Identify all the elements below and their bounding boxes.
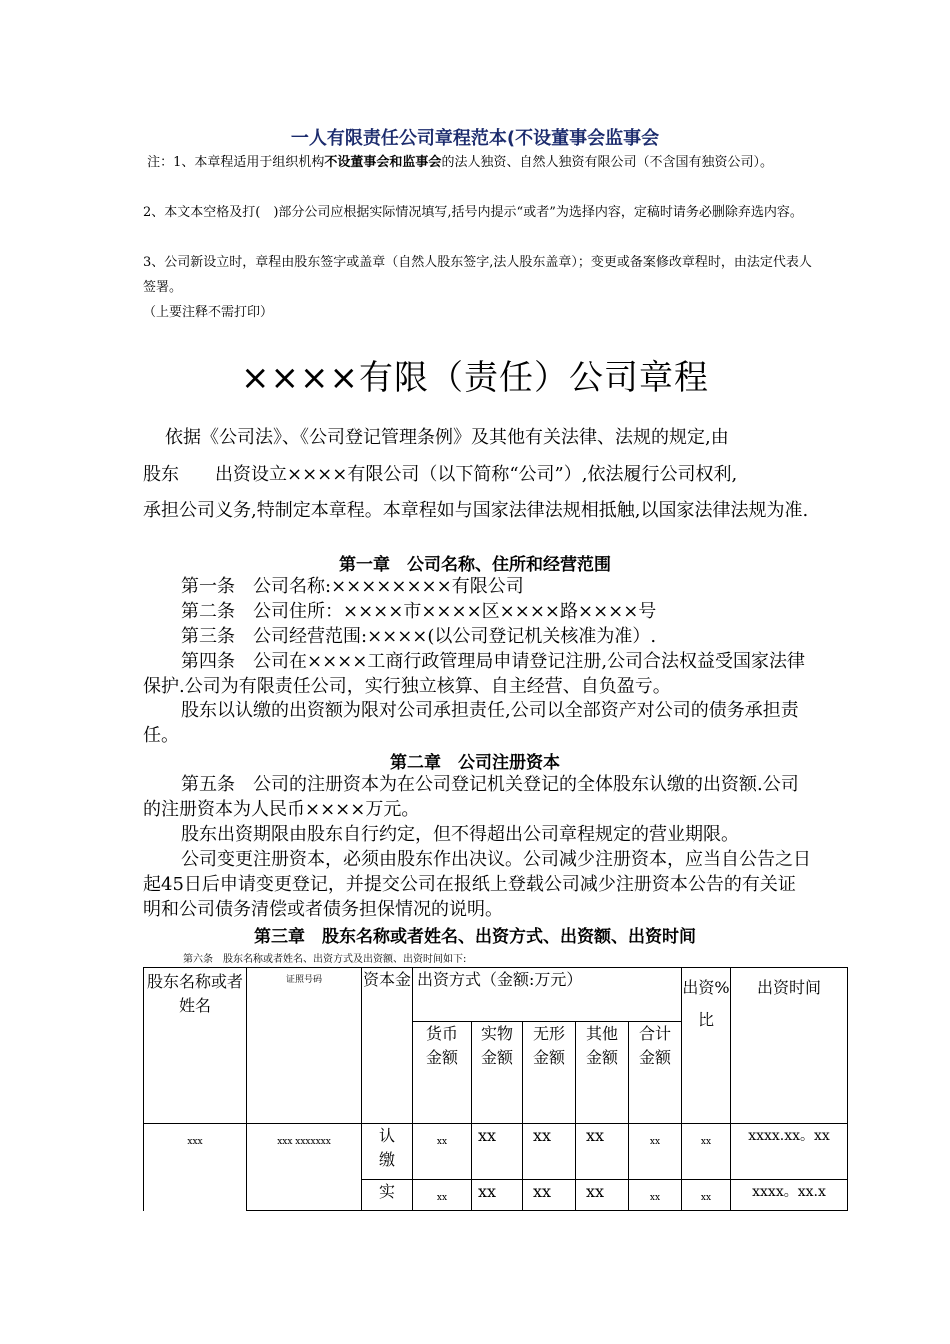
header-ratio: 出资%比 xyxy=(682,968,731,1124)
paid-label: 实 xyxy=(362,1180,413,1211)
header-contribution-method: 出资方式（金额:万元） xyxy=(413,968,682,1022)
header-other: 其他金额 xyxy=(576,1022,629,1124)
article-1: 第一条 公司名称:××××××××有限公司 xyxy=(181,576,524,597)
intangible-cell: xx xyxy=(523,1180,576,1211)
currency-cell: xx xyxy=(413,1180,472,1211)
chapter-1-title: 第一章 公司名称、住所和经营范围 xyxy=(339,555,611,575)
header-intangible: 无形金额 xyxy=(523,1022,576,1124)
article-2: 第二条 公司住所：××××市××××区××××路××××号 xyxy=(181,601,657,622)
ratio-cell: xx xyxy=(682,1180,731,1211)
article-3: 第三条 公司经营范围:××××(以公司登记机关核准为准）. xyxy=(181,626,657,647)
article-6: 第六条 股东名称或者姓名、出资方式及出资额、出资时间如下: xyxy=(183,954,467,965)
intangible-cell: xx xyxy=(523,1124,576,1180)
header-capital: 资本金 xyxy=(362,968,413,1124)
chapter-3-title: 第三章 股东名称或者姓名、出资方式、出资额、出资时间 xyxy=(254,927,696,947)
contribution-table xyxy=(143,967,848,1211)
capital-term-paragraph: 股东出资期限由股东自行约定，但不得超出公司章程规定的营业期限。 xyxy=(181,824,739,845)
header-currency: 货币金额 xyxy=(413,1022,472,1124)
articles-title: ××××有限（责任）公司章程 xyxy=(241,358,709,398)
article-5: 第五条 公司的注册资本为在公司登记机关登记的全体股东认缴的出资额.公司的注册资本为人民币××××万元。 xyxy=(143,774,799,820)
license-number-cell: xxx xxxxxxx xyxy=(247,1124,362,1211)
ratio-cell: xx xyxy=(682,1124,731,1180)
other-cell: xx xyxy=(576,1180,629,1211)
header-contribution-time: 出资时间 xyxy=(731,968,848,1124)
shareholder-name-cell: xxx xyxy=(144,1124,247,1211)
total-cell: xx xyxy=(629,1180,682,1211)
article-4: 第四条 公司在××××工商行政管理局申请登记注册,公司合法权益受国家法律保护.公司为有限责任公司，实行独立核算、自主经营、自负盈亏。 xyxy=(143,651,806,697)
header-total: 合计金额 xyxy=(629,1022,682,1124)
header-shareholder-name: 股东名称或者姓名 xyxy=(144,968,247,1124)
table-row xyxy=(144,1124,848,1180)
preamble-line-1: 依据《公司法》、《公司登记管理条例》及其他有关法律、法规的规定,由 xyxy=(165,427,729,448)
note-3: 3、公司新设立时，章程由股东签字或盖章（自然人股东签字,法人股东盖章）；变更或备案修改章程时，由法定代表人签署。 xyxy=(143,255,812,295)
template-title: 一人有限责任公司章程范本(不设董事会监事会 xyxy=(290,128,660,149)
preamble-line-3: 承担公司义务,特制定本章程。本章程如与国家法律法规相抵触,以国家法律法规为准. xyxy=(143,500,809,521)
currency-cell: xx xyxy=(413,1124,472,1180)
subscribed-label: 认缴 xyxy=(362,1124,413,1180)
note-4: （上要注释不需打印） xyxy=(143,305,274,320)
note-1: 注：1、本章程适用于组织机构不设董事会和监事会的法人独资、自然人独资有限公司（不含国有独资公司）。 xyxy=(147,155,773,170)
header-license-number: 证照号码 xyxy=(247,968,362,1124)
preamble-line-2: 股东 出资设立××××有限公司（以下简称“公司”）,依法履行公司权利, xyxy=(143,464,738,485)
chapter-2-title: 第二章 公司注册资本 xyxy=(390,753,560,773)
article-4-liability: 股东以认缴的出资额为限对公司承担责任,公司以全部资产对公司的债务承担责任。 xyxy=(143,700,799,746)
total-cell: xx xyxy=(629,1124,682,1180)
capital-change-paragraph: 公司变更注册资本，必须由股东作出决议。公司减少注册资本，应当自公告之日起45日后申请变更登记，并提交公司在报纸上登载公司减少注册资本公告的有关证明和公司债务清偿或者债务担保情况的说明。 xyxy=(143,849,811,920)
note-2: 2、本文本空格及打( )部分公司应根据实际情况填写,括号内提示“或者”为选择内容，定稿时请务必删除弃选内容。 xyxy=(143,205,803,220)
other-cell: xx xyxy=(576,1124,629,1180)
time-cell: xxxx.xx。xx xyxy=(731,1124,848,1180)
time-cell: xxxx。xx.x xyxy=(731,1180,848,1211)
physical-cell: xx xyxy=(472,1180,523,1211)
header-physical: 实物金额 xyxy=(472,1022,523,1124)
physical-cell: xx xyxy=(472,1124,523,1180)
